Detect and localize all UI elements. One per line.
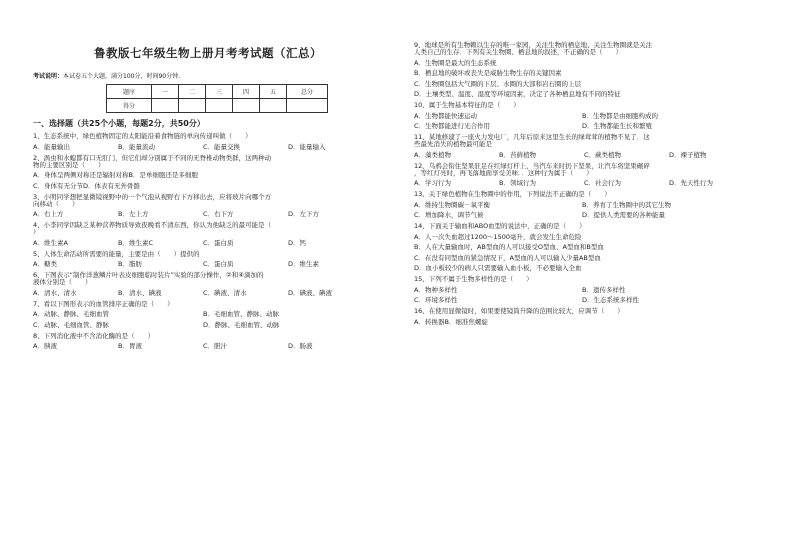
answer-option[interactable]: A．藻类植物 — [414, 150, 451, 159]
question — [33, 222, 383, 247]
question — [414, 223, 764, 272]
answer-option[interactable]: C．蛋白质 — [203, 260, 234, 268]
answer-option[interactable]: B．遗传多样性 — [582, 285, 626, 294]
option-row — [414, 91, 764, 98]
question-stem: ，等红灯亮时，再飞落地面享受美味．．这种行为属于（ ） — [414, 168, 593, 177]
score-input-cell[interactable] — [152, 99, 179, 113]
exam-note-text: 本试卷五个大题，满分100分，时间90分钟. — [63, 73, 181, 80]
answer-option[interactable]: B．养育了生物圈中的其它生物 — [582, 200, 671, 209]
option-row — [414, 287, 764, 294]
option-row — [414, 152, 764, 159]
answer-option[interactable]: C．增加降水，调节气候 — [414, 211, 484, 219]
answer-option[interactable]: C．生物都能进行光合作用 — [414, 122, 491, 130]
answer-option[interactable]: A．人一次失血超过1200～1500毫升，就会发生生命危险 — [414, 232, 582, 241]
question-stem: 11、某地修建了一座火力发电厂，几年后原来这里生长的绿茸茸的植物不见了．这 — [414, 133, 650, 141]
answer-option[interactable]: B．清水、碘液 — [118, 288, 162, 297]
answer-option[interactable]: D．能量输入 — [288, 142, 326, 151]
score-header-cell: 四 — [233, 85, 260, 99]
answer-option[interactable]: D．钙 — [288, 238, 307, 247]
question-stem: 9、地球是所有生物赖以生存的唯一家园，关注生物的栖息地、关注生物圈就是关注 — [414, 41, 653, 49]
score-header-cell: 三 — [206, 85, 233, 99]
question-stem: 液体分别是（ ） — [33, 278, 92, 286]
exam-note-label: 考试说明： — [33, 73, 64, 80]
answer-option[interactable]: C．碘液、清水 — [203, 288, 247, 297]
answer-option[interactable]: D．肠液 — [288, 342, 313, 350]
answer-option[interactable]: B．脂肪 — [118, 260, 142, 268]
option-row — [33, 311, 383, 318]
question — [414, 42, 764, 98]
question-stem: 5、人体生命活动所需要的能量，主要是由（ ）提供的 — [33, 249, 200, 258]
question-stem: 人类自己的生存．下列有关生物圈、栖息地的叙述，不正确的是（ ） — [414, 48, 622, 56]
question-stem: ） — [33, 228, 40, 236]
question-stem: 4、小李同学因缺乏某种营养物质导致夜晚看不清东西，你认为他缺乏的最可能是（ — [33, 221, 272, 229]
answer-option[interactable]: A．学习行为 — [414, 179, 451, 187]
score-input-cell[interactable] — [206, 99, 233, 113]
score-header-cell: 总分 — [287, 85, 328, 99]
score-table — [106, 84, 328, 113]
answer-option[interactable]: C．能量交换 — [203, 142, 241, 151]
answer-option[interactable]: B．领域行为 — [499, 179, 536, 187]
option-row — [33, 261, 383, 268]
answer-option[interactable]: C．生物圈包括大气圈的下层、水圈的大部和岩石圈的上层 — [414, 79, 582, 88]
option-row — [414, 60, 764, 67]
option-row — [33, 290, 383, 297]
left-column — [33, 0, 383, 350]
question — [33, 272, 383, 297]
answer-option[interactable]: A．转换器B．细准焦螺旋 — [414, 317, 488, 326]
option-row — [414, 123, 764, 130]
answer-option[interactable]: C．环境多样性 — [414, 296, 458, 304]
answer-option[interactable]: D．生态系统多样性 — [582, 296, 640, 304]
option-row — [33, 172, 383, 179]
question-stem: 7、看以下图形表示的血管排序正确的是（ ） — [33, 299, 174, 308]
option-row — [414, 70, 764, 77]
question — [414, 102, 764, 130]
answer-option[interactable]: C．身体有无分节D．体表有无外骨骼 — [33, 181, 141, 190]
question — [414, 163, 764, 188]
option-row — [414, 202, 764, 209]
answer-option[interactable]: B．人在大量输血时，AB型血的人可以接受O型血、A型血和B型血 — [414, 243, 604, 251]
option-row — [414, 265, 764, 272]
question-stem: 15、下列不属于生物多样性的是（ ） — [414, 275, 533, 283]
question-stem: 3、小明同学想把显微镜视野中的一个气泡从视野右下方移出去，应将玻片向哪个方 — [33, 192, 272, 201]
question — [414, 191, 764, 219]
question-stem: 13、关于绿色植物在生物圈中的作用，下列说法不正确的是（ ） — [414, 190, 611, 198]
score-input-cell[interactable] — [179, 99, 206, 113]
answer-option[interactable]: B．生物都是由细胞构成的 — [582, 111, 658, 120]
answer-option[interactable]: D．先天性行为 — [669, 179, 714, 187]
option-row — [33, 322, 383, 329]
score-row-label: 得分 — [107, 99, 152, 113]
option-row — [33, 211, 383, 218]
answer-option[interactable]: C．胆汁 — [203, 342, 228, 350]
question-stem: 16、在使用显微镜时，如果要使镜筒升降的范围比较大，应调节（ ） — [414, 307, 624, 315]
question-stem: 1、生态系统中，绿色植物固定的太阳能沿着食物链的单向传递叫做（ ） — [33, 132, 252, 140]
answer-option[interactable]: D．维生素 — [288, 260, 320, 268]
score-header-cell: 二 — [179, 85, 206, 99]
score-table-header-row — [107, 85, 328, 99]
option-row — [414, 297, 764, 304]
answer-option[interactable]: A．清水、清水 — [33, 288, 77, 297]
answer-option[interactable]: C．蕨类植物 — [584, 150, 622, 159]
question — [33, 194, 383, 219]
question-stem: 14、下面关于输血和ABO血型的说法中，正确的是（ ） — [414, 222, 586, 230]
answer-option[interactable]: A．生物圈是最大的生态系统 — [414, 58, 497, 67]
score-input-cell[interactable] — [233, 99, 260, 113]
answer-option[interactable]: A．维持生物圈碳－氧平衡 — [414, 200, 490, 209]
option-row — [414, 319, 764, 326]
option-row — [414, 255, 764, 262]
score-header-cell: 一 — [152, 85, 179, 99]
answer-option[interactable]: B．毛细血管、静脉、动脉 — [203, 310, 279, 318]
answer-option[interactable]: C．在没有同型血的紧急情况下，A型血的人可以输入少量AB型血 — [414, 253, 601, 262]
answer-option[interactable]: C．右下方 — [203, 210, 234, 218]
answer-option[interactable]: D．提供人类需要的各种能量 — [582, 211, 666, 219]
section-heading: 一、选择题（共25个小题，每题2分，共50分） — [33, 119, 205, 128]
question-stem: 6、下图表示“制作洋葱鳞片叶表皮细胞临时装片”实验的部分操作，②和④滴加的 — [33, 271, 264, 279]
option-row — [33, 144, 383, 151]
answer-option[interactable]: D．碘液、碘液 — [288, 288, 333, 297]
option-row — [33, 343, 383, 350]
question — [414, 134, 764, 159]
score-header-cell: 题序 — [107, 85, 152, 99]
answer-option[interactable]: A．糖类 — [33, 260, 57, 268]
answer-option[interactable]: D．裸子植物 — [669, 150, 707, 159]
answer-option[interactable]: A．身体呈两侧对称还是辐射对称B．是单细胞还是多细胞 — [33, 171, 198, 179]
answer-option[interactable]: D．血小板较少的病人只需要输入血小板，不必要输入全血 — [414, 264, 582, 272]
question-stem: 物的主要区别是（ ） — [33, 160, 105, 169]
question — [33, 251, 383, 269]
answer-option[interactable]: C．蛋白质 — [203, 238, 234, 247]
option-row — [33, 240, 383, 247]
answer-option[interactable]: B．维生素C — [118, 238, 153, 247]
question-stem: 8、下列消化液中不含消化酶的是（ ） — [33, 331, 155, 340]
answer-option[interactable]: A．物种多样性 — [414, 285, 458, 294]
answer-option[interactable]: B．苔藓植物 — [499, 150, 536, 159]
option-row — [414, 234, 764, 241]
question — [414, 308, 764, 326]
answer-option[interactable]: A．生物都能快速运动 — [414, 111, 477, 120]
answer-option[interactable]: A．动脉、静脉、毛细血管 — [33, 310, 109, 318]
option-row — [414, 212, 764, 219]
option-row — [414, 113, 764, 120]
left-question-list — [33, 133, 383, 350]
answer-option[interactable]: A．胰液 — [33, 342, 57, 350]
answer-option[interactable]: A．维生素A — [33, 238, 68, 247]
question — [414, 276, 764, 304]
answer-option[interactable]: B．胃液 — [118, 342, 142, 350]
answer-option[interactable]: B．能量流动 — [118, 142, 155, 151]
answer-option[interactable]: D．土壤类型、温度、湿度等环境因素，决定了各种栖息地有不同的特征 — [414, 90, 621, 98]
score-input-cell[interactable] — [287, 99, 328, 113]
answer-option[interactable]: B．左上方 — [118, 210, 149, 218]
answer-option[interactable]: A．能量输出 — [33, 142, 70, 151]
option-row — [33, 183, 383, 190]
score-header-cell: 五 — [260, 85, 287, 99]
question-stem: 2、涡虫和水螅都有口无肛门，但它们却分别属于不同的无脊椎动物类群，这两种动 — [33, 153, 272, 162]
score-input-cell[interactable] — [260, 99, 287, 113]
question-stem: 12、乌鸦会衔住坚果驻足在红绿灯杆上，当汽车来时扔下坚果，让汽车将坚果碾碎 — [414, 161, 650, 170]
answer-option[interactable]: B．栖息地的破坏或丧失是威胁生物生存的关键因素 — [414, 69, 562, 77]
answer-option[interactable]: C．动脉、毛细血管、静脉 — [33, 320, 110, 329]
answer-option[interactable]: A．右上方 — [33, 210, 64, 218]
answer-option[interactable]: D．静脉、毛细血管、动脉 — [203, 320, 280, 329]
page-title: 鲁教版七年级生物上册月考考试题（汇总） — [94, 46, 322, 60]
answer-option[interactable]: C．社会行为 — [584, 179, 622, 187]
question — [33, 301, 383, 329]
score-table-score-row — [107, 99, 328, 113]
right-column — [414, 0, 764, 326]
question-stem: 些最先消失的植物最可能是 — [414, 140, 492, 148]
question — [33, 155, 383, 190]
question-stem: 10、属于生物基本特征的是（ ） — [414, 101, 520, 109]
option-row — [414, 180, 764, 187]
answer-option[interactable]: D．左下方 — [288, 210, 320, 218]
question — [33, 333, 383, 351]
question-stem: 向移动（ ） — [33, 199, 79, 208]
option-row — [414, 244, 764, 251]
right-question-list — [414, 42, 764, 326]
exam-note — [33, 71, 383, 80]
option-row — [414, 81, 764, 88]
answer-option[interactable]: D．生物都能生长和繁殖 — [582, 122, 653, 130]
question — [33, 133, 383, 151]
